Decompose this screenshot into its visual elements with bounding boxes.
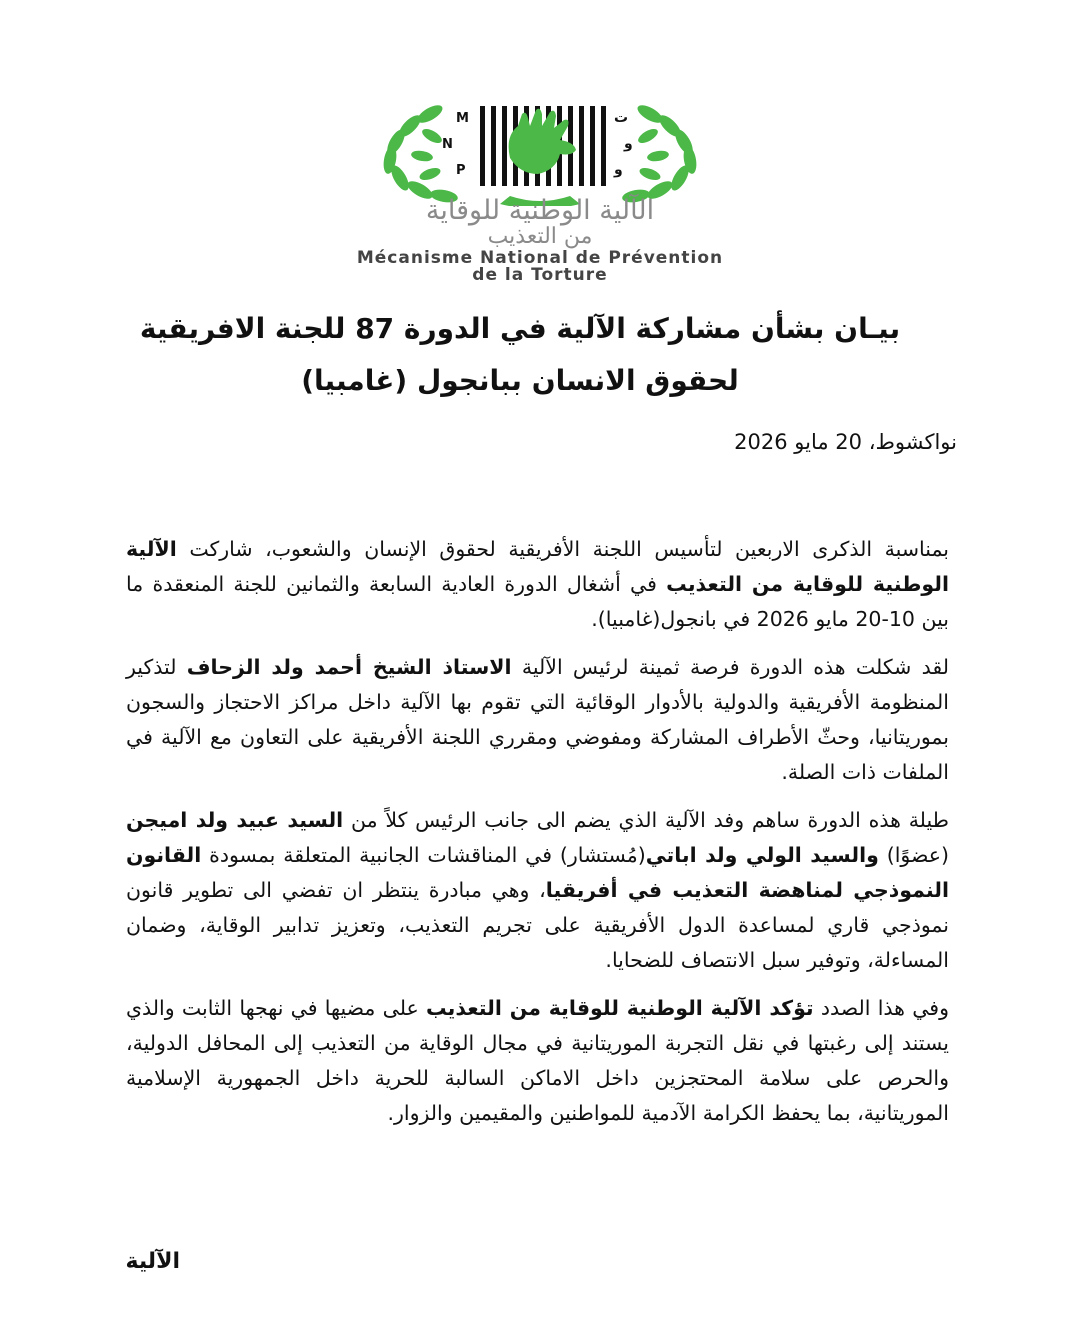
text-run: وفي هذا الصدد bbox=[813, 996, 950, 1020]
text-run: على مضيها في نهجها الثابت والذي يستند إلى رغبتها في نقل التجربة الموريتانية في مجال الوقاية من التعذيب إلى المحافل الدولية، والحرص على سلامة المحتجزين داخل الاماكن السالبة للحرية داخل الجمهورية الإسلامية الموريتانية، بما يحفظ الكرامة الآدمية للمواطنين والمقيمين والزوار. bbox=[126, 996, 949, 1125]
paragraph-3 bbox=[126, 803, 949, 978]
signature: الآلية bbox=[125, 1249, 180, 1274]
logo-french-name bbox=[270, 250, 810, 284]
title-line1: بيـان بشأن مشاركة الآلية في الدورة 87 للجنة الافريقية bbox=[139, 312, 901, 345]
text-run: (مُستشار) في المناقشات الجانبية المتعلقة بمسودة bbox=[201, 843, 646, 867]
bold-run: السيد عبيد ولد اميجن bbox=[126, 808, 344, 832]
bold-run: والسيد الولي ولد اباتي bbox=[645, 843, 879, 867]
paragraph-2 bbox=[126, 650, 949, 790]
statement-body bbox=[126, 532, 949, 1144]
text-run: في أشغال الدورة العادية السابعة والثمانين للجنة المنعقدة ما بين 10-20 مايو 2026 في بانجول(غامبيا). bbox=[126, 572, 949, 631]
text-run: لتذكير المنظومة الأفريقية والدولية بالأدوار الوقائية التي تقوم بها الآلية داخل مراكز الاحتجاز والسجون بموريتانيا، وحثّ الأطراف المشاركة ومفوضي ومقرري اللجنة الأفريقية على التعاون مع الآلية في الملفات ذات الصلة. bbox=[126, 655, 949, 784]
text-run: لقد شكلت هذه الدورة فرصة ثمينة لرئيس الآلية bbox=[511, 655, 949, 679]
logo-french-line1: Mécanisme National de Prévention bbox=[356, 248, 724, 268]
laurel-right-icon bbox=[621, 102, 698, 205]
logo-arabic-letters: و bbox=[614, 162, 623, 178]
bold-run: تؤكد الآلية الوطنية للوقاية من التعذيب bbox=[425, 996, 814, 1020]
logo-arabic-letters: ت bbox=[614, 110, 629, 126]
text-run: بمناسبة الذكرى الاربعين لتأسيس اللجنة الأفريقية لحقوق الإنسان والشعوب، شاركت bbox=[176, 537, 949, 561]
hand-icon bbox=[509, 109, 576, 174]
dateline: نواكشوط، 20 مايو 2026 bbox=[734, 430, 957, 454]
bold-run: الآلية الوطنية للوقاية من التعذيب bbox=[126, 537, 949, 596]
logo-arabic-line2: من التعذيب bbox=[487, 224, 593, 249]
page-title bbox=[120, 303, 920, 407]
laurel-left-icon bbox=[382, 102, 459, 205]
logo-letter-n: N bbox=[442, 137, 453, 152]
logo-french-line2: de la Torture bbox=[472, 265, 608, 285]
logo-arabic-name bbox=[270, 196, 810, 248]
paragraph-1 bbox=[126, 532, 949, 637]
text-run: ، وهي مبادرة ينتظر ان تفضي الى تطوير قانون نموذجي قاري لمساعدة الدول الأفريقية على تجريم التعذيب، وتعزيز تدابير الوقاية، وضمان المساءلة، وتوفير سبل الانتصاف للضحايا. bbox=[126, 878, 949, 972]
logo-letter-p: P bbox=[456, 163, 466, 178]
paragraph-4 bbox=[126, 991, 949, 1131]
mnp-emblem-logo bbox=[360, 96, 720, 206]
bold-run: الاستاذ الشيخ أحمد ولد الزحاف bbox=[186, 655, 512, 679]
logo-arabic-line1: الآلية الوطنية للوقاية bbox=[425, 195, 655, 226]
logo-letter-m: M bbox=[456, 111, 469, 126]
text-run: طيلة هذه الدورة ساهم وفد الآلية الذي يضم الى جانب الرئيس كلاً من bbox=[343, 808, 949, 832]
title-line2: لحقوق الانسان ببانجول (غامبيا) bbox=[301, 364, 739, 397]
text-run: (عضوًا) bbox=[878, 843, 949, 867]
logo-arabic-letters: و bbox=[624, 136, 633, 152]
bold-run: القانون النموذجي لمناهضة التعذيب في أفريقيا bbox=[126, 843, 949, 902]
